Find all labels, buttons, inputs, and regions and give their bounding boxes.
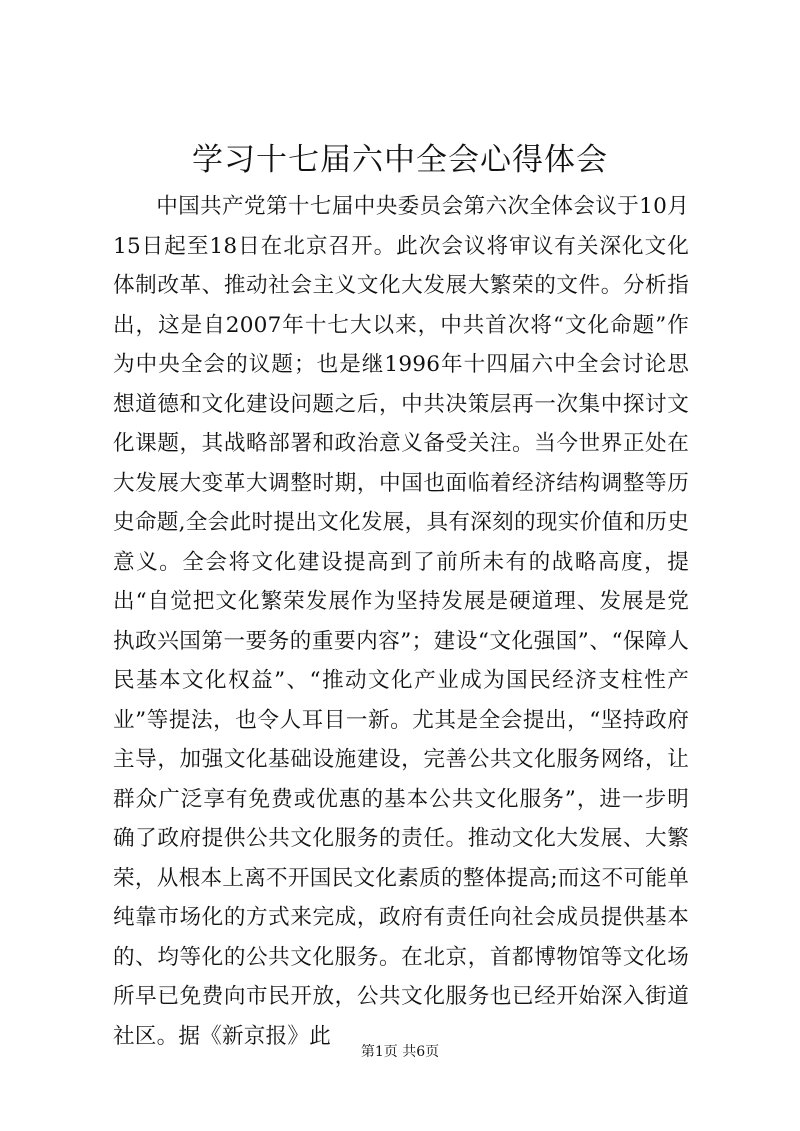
page-footer: 第1页 共6页 bbox=[360, 1044, 440, 1060]
page-title: 学习十七届六中全会心得体会 bbox=[192, 142, 608, 178]
body-paragraph: 中国共产党第十七届中央委员会第六次全体会议于10月15日起至18日在北京召开。此次会议将审议有关深化文化体制改革、推动社会主义文化大发展大繁荣的文件。分析指出，这是自2007年十七大以来，中共首次将“文化命题”作为中央全会的议题；也是继1996年十四届六中全会讨论思想道德和文化建设问题之后，中共决策层再一次集中探讨文化课题，其战略部署和政治意义备受关注。当今世界正处在大发展大变革大调整时期，中国也面临着经济结构调整等历史命题,全会此时提出文化发展，具有深刻的现实价值和历史意义。全会将文化建设提高到了前所未有的战略高度，提出“自觉把文化繁荣发展作为坚持发展是硬道理、发展是党执政兴国第一要务的重要内容”；建设“文化强国”、“保障人民基本文化权益”、“推动文化产业成为国民经济支柱性产业”等提法，也令人耳目一新。尤其是全会提出，“坚持政府主导，加强文化基础设施建设，完善公共文化服务网络，让群众广泛享有免费或优惠的基本公共文化服务”，进一步明确了政府提供公共文化服务的责任。推动文化大发展、大繁荣，从根本上离不开国民文化素质的整体提高;而这不可能单纯靠市场化的方式来完成，政府有责任向社会成员提供基本的、均等化的公共文化服务。在北京，首都博物馆等文化场所早已免费向市民开放，公共文化服务也已经开始深入街道社区。据《新京报》此 bbox=[113, 194, 689, 1049]
